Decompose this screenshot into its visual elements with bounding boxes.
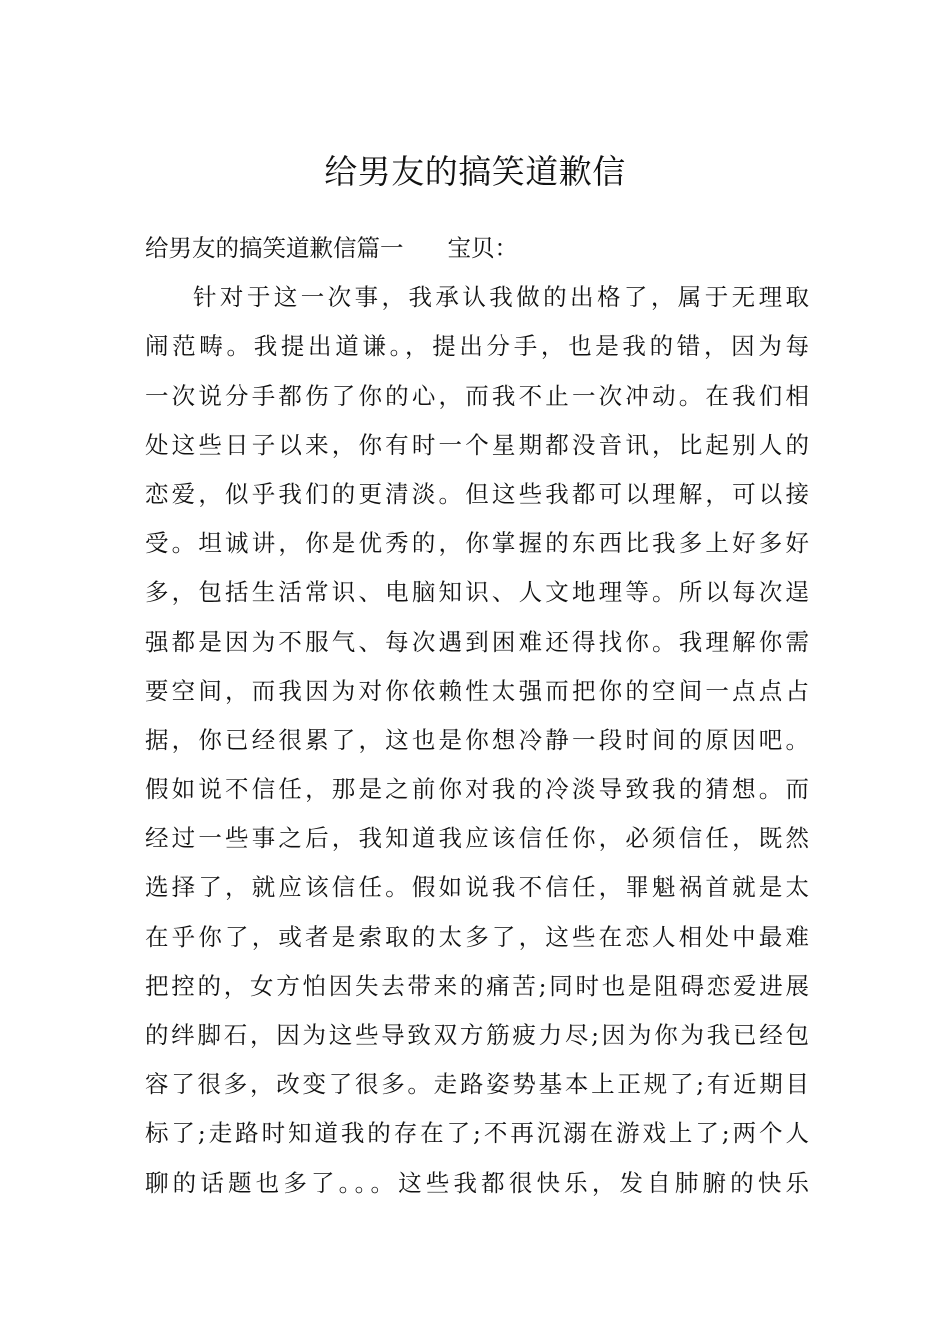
document-title: 给男友的搞笑道歉信 xyxy=(324,152,626,192)
paragraph-line: 标了;走路时知道我的存在了;不再沉溺在游戏上了;两个人 xyxy=(145,1119,809,1148)
paragraph-line: 要空间，而我因为对你依赖性太强而把你的空间一点点占 xyxy=(145,676,809,705)
heading-line xyxy=(145,224,809,273)
paragraph-line: 针对于这一次事，我承认我做的出格了，属于无理取 xyxy=(193,283,809,312)
section-heading: 给男友的搞笑道歉信篇一 xyxy=(145,234,404,262)
paragraph-line: 聊的话题也多了。。。这些我都很快乐，发自肺腑的快乐 xyxy=(145,1168,809,1197)
paragraph-line: 假如说不信任，那是之前你对我的冷淡导致我的猜想。而 xyxy=(145,775,809,804)
paragraph-line: 的绊脚石，因为这些导致双方筋疲力尽;因为你为我已经包 xyxy=(145,1021,809,1049)
paragraph-line: 闹范畴。我提出道谦。，提出分手，也是我的错，因为每 xyxy=(145,332,809,361)
letter-body xyxy=(145,224,809,1208)
paragraph-line: 多，包括生活常识、电脑知识、人文地理等。所以每次逞 xyxy=(145,578,809,607)
paragraph-line: 强都是因为不服气、每次遇到困难还得找你。我理解你需 xyxy=(145,627,809,656)
paragraph-line: 受。坦诚讲，你是优秀的，你掌握的东西比我多上好多好 xyxy=(145,529,809,558)
paragraph-line: 容了很多，改变了很多。走路姿势基本上正规了;有近期目 xyxy=(145,1070,809,1099)
paragraph-line: 一次说分手都伤了你的心，而我不止一次冲动。在我们相 xyxy=(145,381,809,410)
paragraph-line: 把控的，女方怕因失去带来的痛苦;同时也是阻碍恋爱进展 xyxy=(145,971,809,1000)
paragraph-line: 选择了，就应该信任。假如说我不信任，罪魁祸首就是太 xyxy=(145,873,809,902)
paragraph-line: 处这些日子以来，你有时一个星期都没音讯，比起别人的 xyxy=(145,430,809,459)
paragraph-line: 经过一些事之后，我知道我应该信任你，必须信任，既然 xyxy=(145,824,809,853)
paragraph-line: 在乎你了，或者是索取的太多了，这些在恋人相处中最难 xyxy=(145,922,809,951)
paragraph-line: 据，你已经很累了，这也是你想冷静一段时间的原因吧。 xyxy=(145,725,809,754)
salutation: 宝贝： xyxy=(447,234,518,262)
paragraph-line: 恋爱，似乎我们的更清淡。但这些我都可以理解，可以接 xyxy=(145,479,809,508)
